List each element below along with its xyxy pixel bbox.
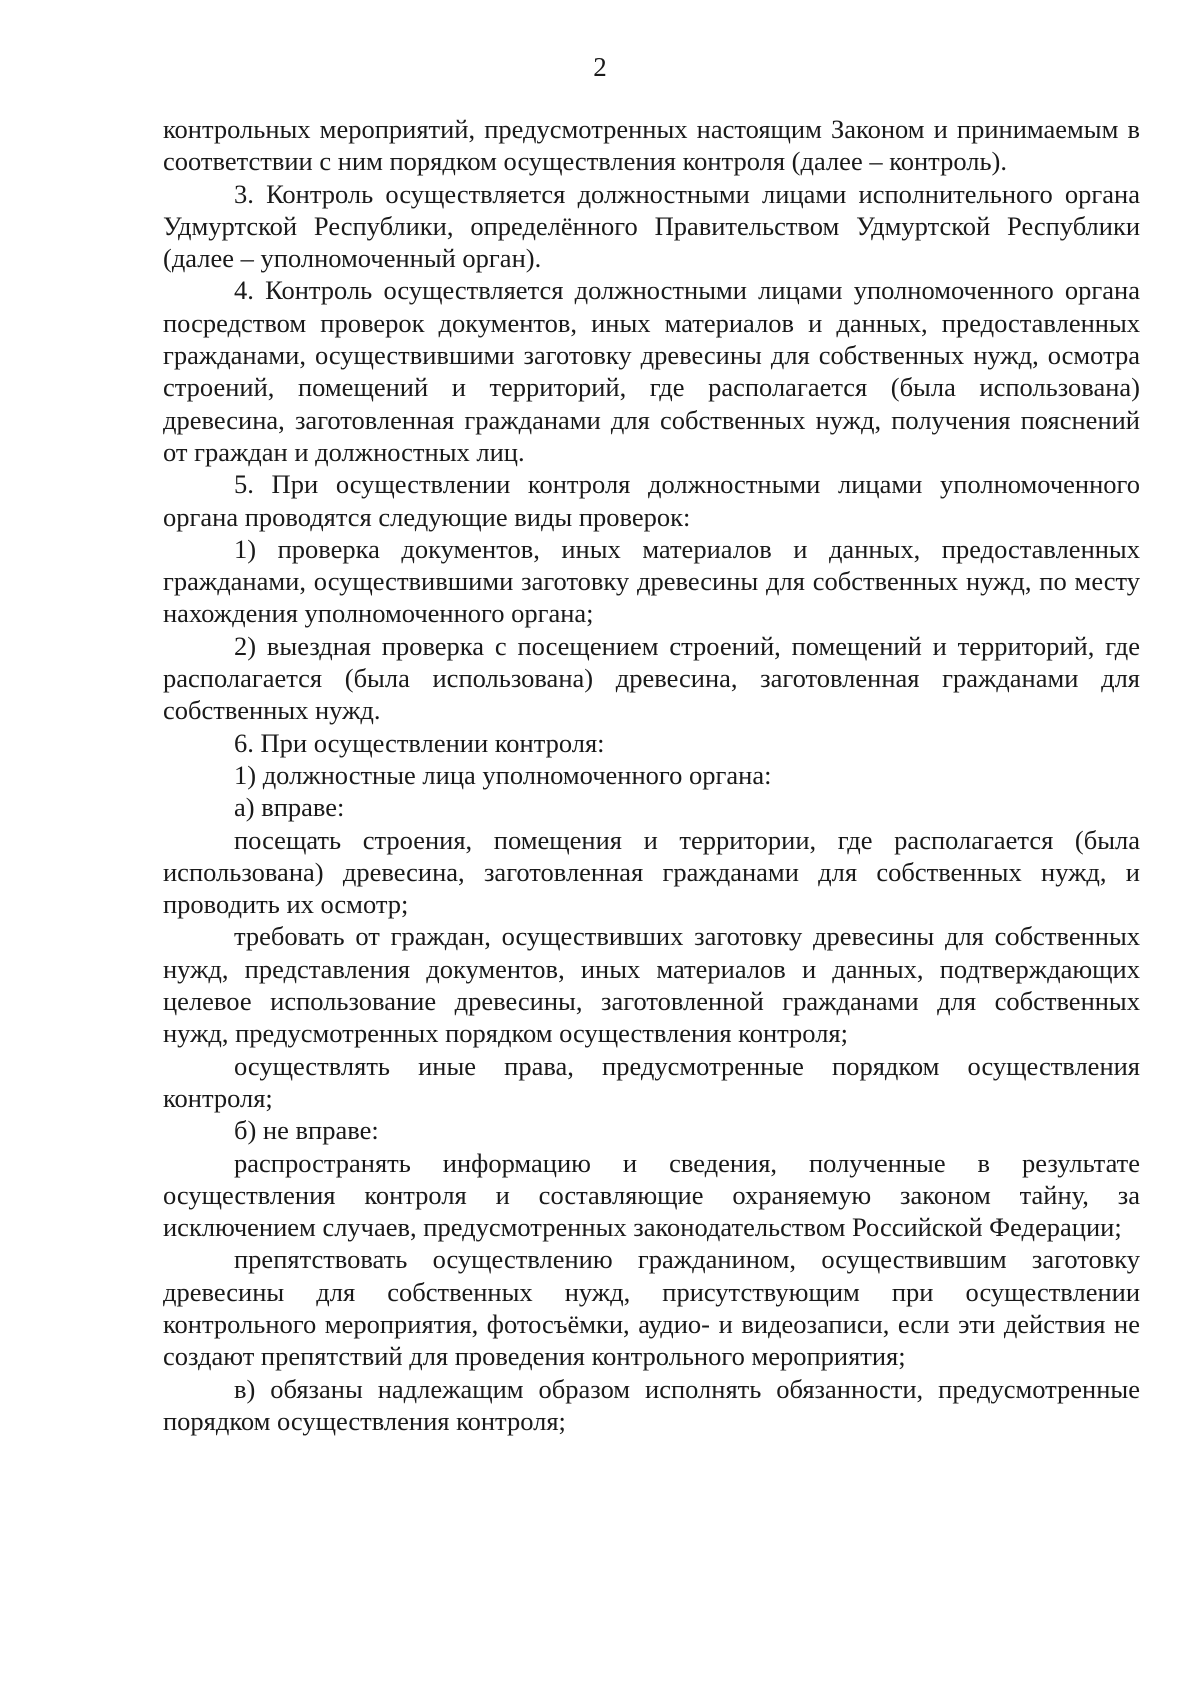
document-body [163,113,1140,1437]
paragraph: 3. Контроль осуществляется должностными лицами исполнительного органа Удмуртской Республики, определённого Правительством Удмуртской Республики (далее – уполномоченный орган). [163,178,1140,274]
page-number: 2 [593,52,607,82]
paragraph: осуществлять иные права, предусмотренные порядком осуществления контроля; [163,1050,1140,1113]
paragraph: требовать от граждан, осуществивших заготовку древесины для собственных нужд, представления документов, иных материалов и данных, подтверждающих целевое использование древесины, заготовленной гражданами для собственных нужд, предусмотренных порядком осуществления контроля; [163,921,1140,1049]
paragraph: а) вправе: [234,792,345,823]
paragraph: в) обязаны надлежащим образом исполнять обязанности, предусмотренные порядком осуществления контроля; [163,1373,1140,1436]
paragraph: 6. При осуществлении контроля: [234,727,605,758]
paragraph: 1) проверка документов, иных материалов и данных, предоставленных гражданами, осуществившими заготовку древесины для собственных нужд, по месту нахождения уполномоченного органа; [163,533,1140,629]
paragraph: 1) должностные лица уполномоченного органа: [234,759,772,790]
paragraph: б) не вправе: [234,1115,379,1146]
paragraph: 2) выездная проверка с посещением строений, помещений и территорий, где располагается (была использована) древесина, заготовленная гражданами для собственных нужд. [163,630,1140,726]
paragraph: 5. При осуществлении контроля должностными лицами уполномоченного органа проводятся следующие виды проверок: [163,469,1140,532]
paragraph: препятствовать осуществлению гражданином, осуществившим заготовку древесины для собственных нужд, присутствующим при осуществлении контрольного мероприятия, фотосъёмки, аудио- и видеозаписи, если эти действия не создают препятствий для проведения контрольного мероприятия; [163,1244,1140,1372]
paragraph: контрольных мероприятий, предусмотренных настоящим Законом и принимаемым в соответствии с ним порядком осуществления контроля (далее – контроль). [163,114,1140,177]
paragraph: посещать строения, помещения и территории, где располагается (была использована) древесина, заготовленная гражданами для собственных нужд, и проводить их осмотр; [163,824,1140,920]
paragraph: распространять информацию и сведения, полученные в результате осуществления контроля и составляющие охраняемую законом тайну, за исключением случаев, предусмотренных законодательством Российской Федерации; [163,1147,1140,1243]
paragraph: 4. Контроль осуществляется должностными лицами уполномоченного органа посредством проверок документов, иных материалов и данных, предоставленных гражданами, осуществившими заготовку древесины для собственных нужд, осмотра строений, помещений и территорий, где располагается (была использована) древесина, заготовленная гражданами для собственных нужд, получения пояснений от граждан и должностных лиц. [163,275,1140,467]
